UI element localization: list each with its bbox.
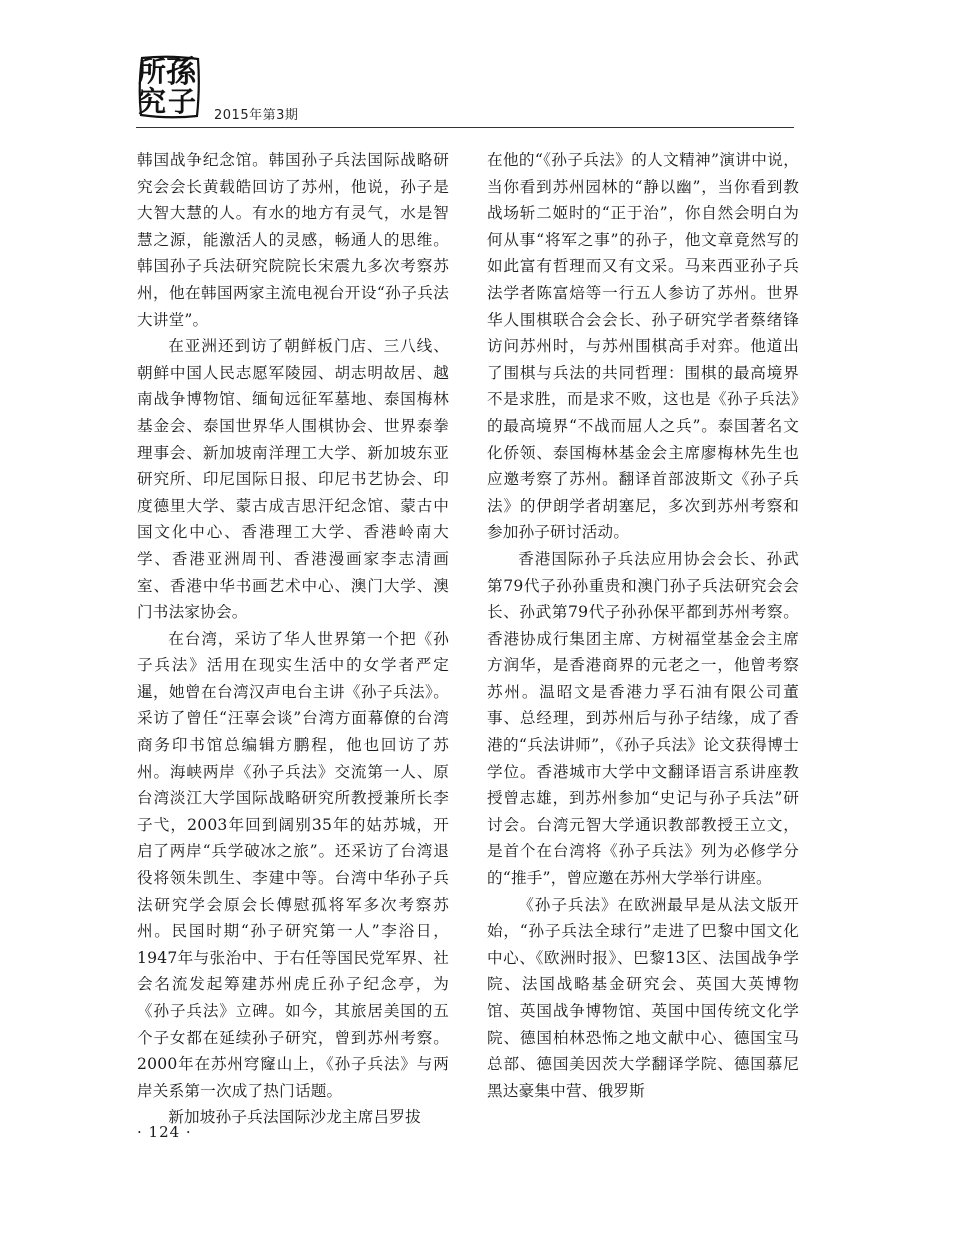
paragraph: 香港国际孙子兵法应用协会会长、孙武第79代子孙孙重贵和澳门孙子兵法研究会会长、孙武第79代子孙孙保平都到苏州考察。香港协成行集团主席、方树福堂基金会主席方润华，是香港商界的元老之一，他曾考察苏州。温昭文是香港力孚石油有限公司董事、总经理，到苏州后与孙子结缘，成了香港的“兵法讲师”，《孙子兵法》论文获得博士学位。香港城市大学中文翻译语言系讲座教授曾志雄，到苏州参加“史记与孙子兵法”研讨会。台湾元智大学通识教部教授王立文，是首个在台湾将《孙子兵法》列为必修学分的“推手”，曾应邀在苏州大学举行讲座。 [487, 549, 799, 888]
paragraph: 在亚洲还到访了朝鲜板门店、三八线、朝鲜中国人民志愿军陵园、胡志明故居、越南战争博物馆、缅甸远征军墓地、泰国梅林基金会、泰国世界华人围棋协会、世界泰拳理事会、新加坡南洋理工大学、新加坡东亚研究所、印尼国际日报、印尼书艺协会、印度德里大学、蒙古成吉思汗纪念馆、蒙古中国文化中心、香港理工大学、香港岭南大学、香港亚洲周刊、香港漫画家李志清画室、香港中华书画艺术中心、澳门大学、澳门书法家协会。 [137, 337, 449, 622]
paragraph: 《孙子兵法》在欧洲最早是从法文版开始，“孙子兵法全球行”走进了巴黎中国文化中心、《欧洲时报》、巴黎13区、法国战争学院、法国战略基金研究会、英国大英博物馆、英国战争博物馆、英国中国传统文化学院、德国柏林恐怖之地文献中心、德国宝马总部、德国美因茨大学翻译学院、德国慕尼黑达豪集中营、俄罗斯 [487, 895, 799, 1100]
left-column [137, 147, 449, 1131]
paragraph: 在他的“《孙子兵法》的人文精神”演讲中说，当你看到苏州园林的“静以幽”，当你看到教战场斩二姬时的“正于治”，你自然会明白为何从事“将军之事”的孙子，他文章竟然写的如此富有哲理而又有文采。马来西亚孙子兵法学者陈富焙等一行五人参访了苏州。世界华人围棋联合会会长、孙子研究学者蔡绪锋访问苏州时，与苏州围棋高手对弈。他道出了围棋与兵法的共同哲理：围棋的最高境界不是求胜，而是求不败，这也是《孙子兵法》的最高境界“不战而屈人之兵”。泰国著名文化侨领、泰国梅林基金会主席廖梅林先生也应邀考察了苏州。翻译首部波斯文《孙子兵法》的伊朗学者胡塞尼，多次到苏州考察和参加孙子研讨活动。 [487, 151, 799, 542]
issue-label: 2015年第3期 [214, 108, 299, 123]
right-column [487, 147, 799, 1104]
header-rule [136, 127, 794, 128]
logo-char-3: 究 [138, 85, 167, 118]
paragraph: 新加坡孙子兵法国际沙龙主席吕罗拔 [168, 1108, 421, 1127]
paragraph: 在台湾，采访了华人世界第一个把《孙子兵法》活用在现实生活中的女学者严定暹，她曾在台湾汉声电台主讲《孙子兵法》。采访了曾任“汪辜会谈”台湾方面幕僚的台湾商务印书馆总编辑方鹏程，他也回访了苏州。海峡两岸《孙子兵法》交流第一人、原台湾淡江大学国际战略研究所教授兼所长李子弋，2003年回到阔别35年的姑苏城，开启了两岸“兵学破冰之旅”。还采访了台湾退役将领朱凯生、李建中等。台湾中华孙子兵法研究学会原会长傅慰孤将军多次考察苏州。民国时期“孙子研究第一人”李浴日，1947年与张治中、于右任等国民党军界、社会名流发起筹建苏州虎丘孙子纪念亭，为《孙子兵法》立碑。如今，其旅居美国的五个子女都在延续孙子研究，曾到苏州考察。2000年在苏州穹窿山上，《孙子兵法》与两岸关系第一次成了热门话题。 [137, 629, 449, 1100]
page-number: · 124 · [137, 1123, 192, 1141]
journal-logo [136, 54, 202, 120]
logo-char-1: 所 [138, 55, 167, 88]
logo-char-4: 子 [168, 85, 197, 118]
paragraph: 韩国战争纪念馆。韩国孙子兵法国际战略研究会会长黄载皓回访了苏州，他说，孙子是大智大慧的人。有水的地方有灵气，水是智慧之源，能激活人的灵感，畅通人的思维。韩国孙子兵法研究院院长宋震九多次考察苏州，他在韩国两家主流电视台开设“孙子兵法大讲堂”。 [137, 151, 449, 329]
logo-char-2: 孫 [166, 55, 196, 90]
